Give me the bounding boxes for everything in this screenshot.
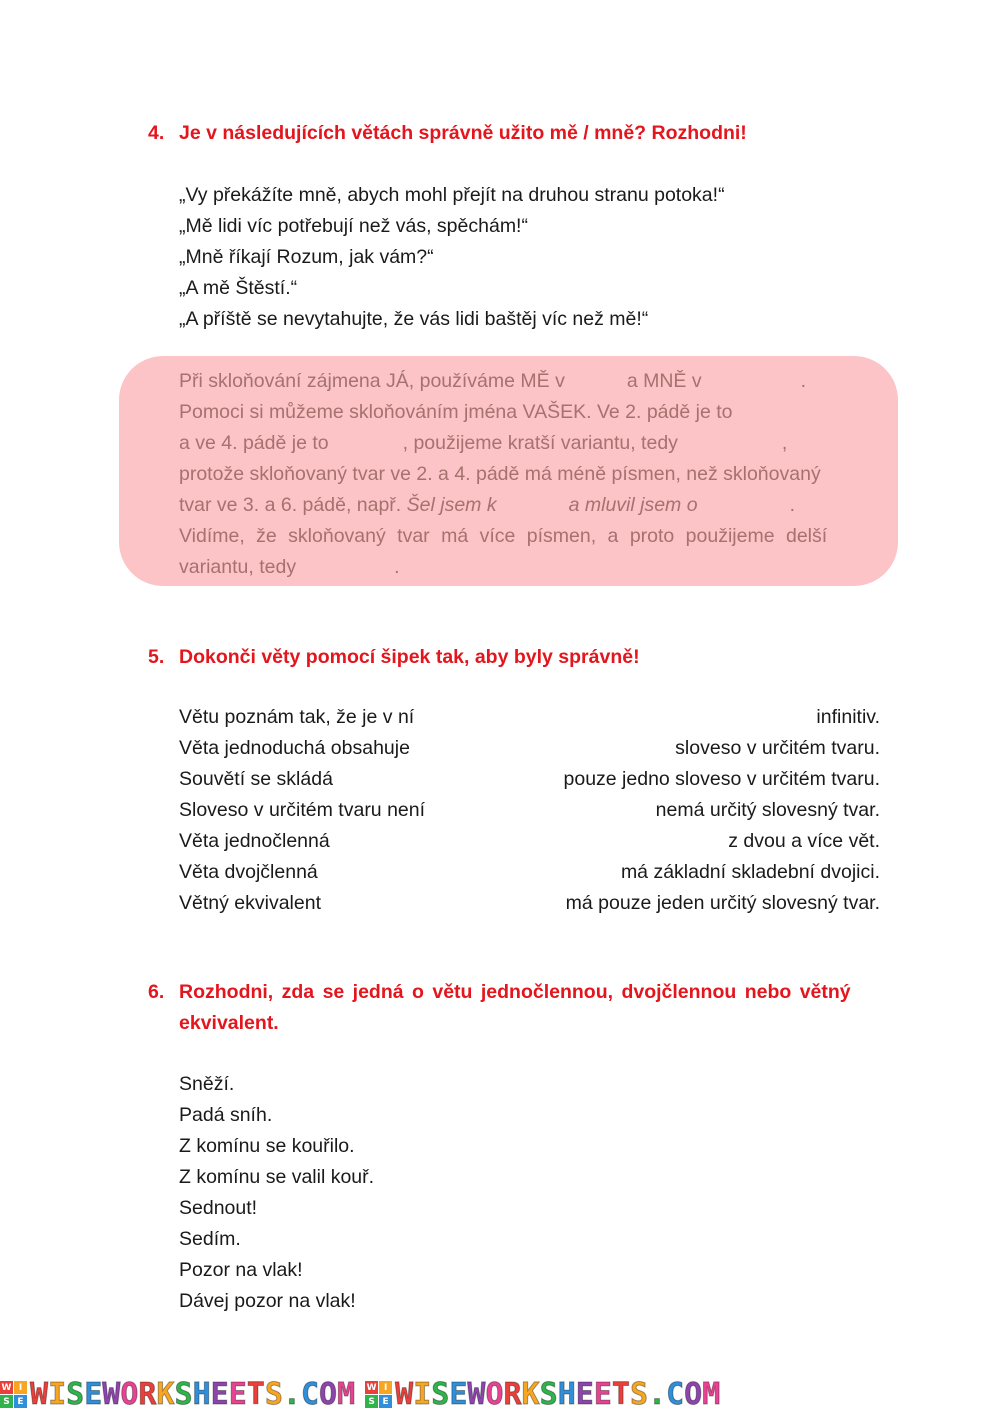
logo-letter: I	[48, 1376, 67, 1412]
logo-letter: S	[629, 1376, 648, 1412]
logo-letter: C	[666, 1376, 685, 1412]
task6-sentence: Z komínu se valil kouř.	[179, 1166, 375, 1188]
logo-mark-letter: W	[1, 1382, 12, 1393]
match-left[interactable]: Věta jednočlenná	[179, 830, 330, 852]
logo-letter: R	[503, 1376, 522, 1412]
rule-example: a mluvil jsem o	[568, 494, 698, 516]
rule-text-part: tvar ve 3. a 6. pádě, např.	[179, 494, 402, 516]
rule-text-part: .	[800, 370, 807, 392]
logo-letter: O	[684, 1376, 703, 1412]
task6-sentence: Z komínu se kouřilo.	[179, 1135, 355, 1157]
task6-sentence: Sednout!	[179, 1197, 258, 1219]
blank-gap[interactable]	[565, 366, 627, 397]
match-row	[179, 764, 880, 795]
task4-sentence: „Vy překážíte mně, abych mohl přejít na druhou stranu potoka!“	[179, 184, 725, 206]
match-right[interactable]: nemá určitý slovesný tvar.	[655, 799, 880, 821]
task4-sentence: „A příště se nevytahujte, že vás lidi baštěj víc než mě!“	[179, 308, 649, 330]
watermark-logo	[365, 1378, 720, 1412]
rule-text-part: , použijeme kratší variantu, tedy	[402, 432, 678, 454]
match-left[interactable]: Sloveso v určitém tvaru není	[179, 799, 426, 821]
task4-sentence: „Mě lidi víc potřebují než vás, spěchám!“	[179, 215, 528, 237]
task6-title-cont: ekvivalent.	[179, 1012, 279, 1034]
logo-letter: S	[431, 1376, 450, 1412]
watermark-logo	[0, 1378, 355, 1412]
match-row	[179, 795, 880, 826]
logo-letter: W	[467, 1376, 486, 1412]
task6-sentence: Pozor na vlak!	[179, 1259, 303, 1281]
logo-letter: S	[264, 1376, 283, 1412]
match-left[interactable]: Větu poznám tak, že je v ní	[179, 706, 415, 728]
match-right[interactable]: má pouze jeden určitý slovesný tvar.	[565, 892, 880, 914]
task6-sentence: Sněží.	[179, 1073, 235, 1095]
logo-letter: M	[702, 1376, 721, 1412]
logo-letter: I	[413, 1376, 432, 1412]
match-left[interactable]: Věta dvojčlenná	[179, 861, 318, 883]
logo-letter: S	[66, 1376, 85, 1412]
rule-text-part: Při skloňování zájmena JÁ, používáme MĚ v	[179, 370, 565, 392]
logo-mark-letter: S	[365, 1395, 378, 1408]
logo-letter: E	[84, 1376, 103, 1412]
task4-title: Je v následujících větách správně užito mě / mně? Rozhodni!	[179, 122, 747, 144]
rule-text-part: Pomoci si můžeme skloňováním jména VAŠEK. Ve 2. pádě je to	[179, 401, 733, 423]
logo-letter: E	[210, 1376, 229, 1412]
logo-letter: W	[395, 1376, 414, 1412]
logo-letter: E	[228, 1376, 247, 1412]
logo-letter: O	[319, 1376, 338, 1412]
logo-mark-letter: I	[14, 1381, 27, 1394]
match-left[interactable]: Větný ekvivalent	[179, 892, 321, 914]
rule-text-part: ,	[781, 432, 788, 454]
logo-wordmark	[395, 1378, 720, 1412]
rule-example: Šel jsem k	[406, 494, 497, 516]
task6-sentences	[179, 1069, 880, 1317]
task4-sentence: „Mně říkají Rozum, jak vám?“	[179, 246, 434, 268]
logo-letter: C	[300, 1376, 319, 1412]
logo-letter: M	[337, 1376, 356, 1412]
logo-letter: O	[120, 1376, 139, 1412]
logo-mark-letter: W	[366, 1382, 377, 1393]
match-right[interactable]: infinitiv.	[816, 706, 880, 728]
match-right[interactable]: má základní skladební dvojici.	[620, 861, 880, 883]
logo-letter: E	[575, 1376, 594, 1412]
logo-letter: E	[449, 1376, 468, 1412]
logo-letter: S	[539, 1376, 558, 1412]
logo-letter: H	[192, 1376, 211, 1412]
blank-gap[interactable]	[497, 490, 569, 521]
task6-sentence: Padá sníh.	[179, 1104, 273, 1126]
logo-letter: E	[593, 1376, 612, 1412]
task5-heading	[148, 642, 880, 673]
match-right[interactable]: z dvou a více vět.	[728, 830, 880, 852]
task6-heading	[148, 977, 880, 1039]
match-row	[179, 857, 880, 888]
task6-sentence: Dávej pozor na vlak!	[179, 1290, 356, 1312]
rule-text	[179, 366, 880, 583]
match-row	[179, 702, 880, 733]
task4-sentence: „A mě Štěstí.“	[179, 277, 298, 299]
logo-letter: H	[557, 1376, 576, 1412]
logo-mark-letter: E	[379, 1395, 392, 1408]
logo-letter: .	[282, 1376, 301, 1412]
logo-mark-letter: E	[14, 1395, 27, 1408]
logo-letter: K	[156, 1376, 175, 1412]
rule-text-part: .	[789, 494, 795, 516]
logo-letter: T	[246, 1376, 265, 1412]
task5-number: 5.	[148, 646, 165, 668]
task5-title: Dokonči věty pomocí šipek tak, aby byly správně!	[179, 646, 640, 668]
blank-gap[interactable]	[678, 428, 782, 459]
rule-text-part: protože skloňovaný tvar ve 2. a 4. pádě má méně písmen, než skloňovaný	[179, 463, 821, 485]
match-row	[179, 888, 880, 919]
logo-mark-letter: S	[0, 1395, 13, 1408]
rule-text-part: .	[394, 556, 400, 578]
rule-text-part: variantu, tedy	[179, 556, 297, 578]
task4-heading	[148, 118, 880, 149]
match-left[interactable]: Věta jednoduchá obsahuje	[179, 737, 410, 759]
logo-letter: S	[174, 1376, 193, 1412]
blank-gap[interactable]	[698, 490, 790, 521]
logo-letter: K	[521, 1376, 540, 1412]
blank-gap[interactable]	[702, 366, 801, 397]
logo-mark-letter: I	[379, 1381, 392, 1394]
logo-letter: O	[485, 1376, 504, 1412]
logo-letter: .	[648, 1376, 667, 1412]
task6-number: 6.	[148, 981, 165, 1003]
logo-mark-icon	[0, 1381, 27, 1408]
match-row	[179, 733, 880, 764]
footer-watermark	[0, 1376, 1000, 1413]
logo-mark-icon	[365, 1381, 392, 1408]
blank-gap[interactable]	[296, 552, 394, 583]
logo-letter: T	[611, 1376, 630, 1412]
rule-text-part: a MNĚ v	[626, 370, 702, 392]
logo-wordmark	[30, 1378, 355, 1412]
logo-letter: W	[30, 1376, 49, 1412]
rule-text-part: a ve 4. pádě je to	[179, 432, 329, 454]
task4-number: 4.	[148, 122, 165, 144]
match-right[interactable]: pouze jedno sloveso v určitém tvaru.	[563, 768, 880, 790]
task5-matching	[179, 702, 880, 919]
logo-letter: W	[102, 1376, 121, 1412]
task4-sentences	[179, 180, 880, 335]
logo-letter: R	[138, 1376, 157, 1412]
blank-gap[interactable]	[329, 428, 403, 459]
rule-text-part: Vidíme, že skloňovaný tvar má více písmen, a proto použijeme delší	[179, 525, 828, 547]
match-left[interactable]: Souvětí se skládá	[179, 768, 333, 790]
task6-sentence: Sedím.	[179, 1228, 241, 1250]
match-row	[179, 826, 880, 857]
task6-title: Rozhodni, zda se jedná o větu jednočlennou, dvojčlennou nebo větný	[179, 981, 851, 1003]
match-right[interactable]: sloveso v určitém tvaru.	[675, 737, 880, 759]
